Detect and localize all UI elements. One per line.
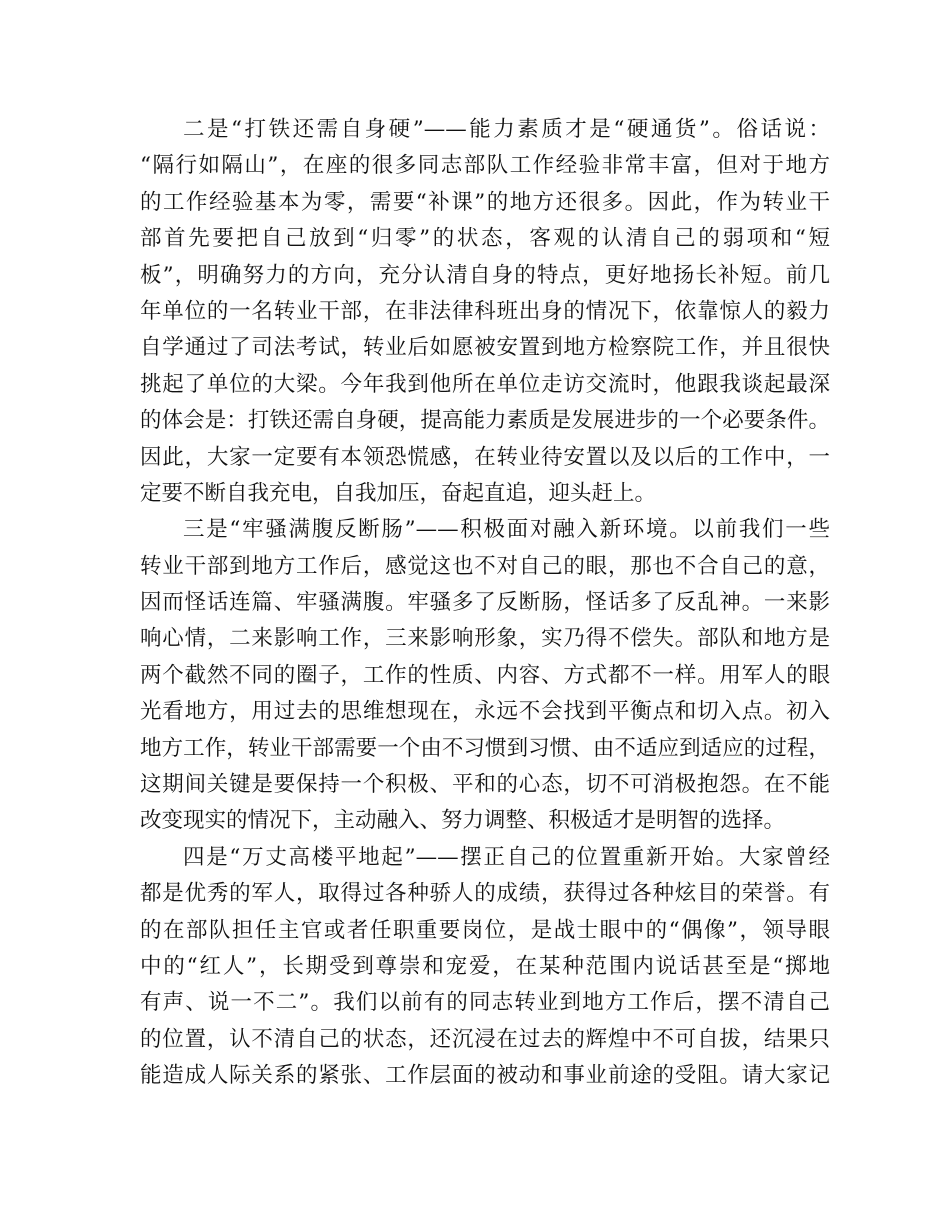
text-line: 挑起了单位的大梁。今年我到他所在单位走访交流时，他跟我谈起最深 [140,371,830,397]
text-line: 部首先要把自己放到“归零”的状态，客观的认清自己的弱项和“短 [140,226,830,252]
text-line: 两个截然不同的圈子，工作的性质、内容、方式都不一样。用军人的眼 [140,662,830,688]
text-line: 地方工作，转业干部需要一个由不习惯到习惯、由不适应到适应的过程， [140,735,830,761]
document-body [140,112,830,1095]
text-line: 转业干部到地方工作后，感觉这也不对自己的眼，那也不合自己的意， [140,553,830,579]
text-line: 定要不断自我充电，自我加压，奋起直追，迎头赶上。 [140,480,657,506]
text-line: 的体会是：打铁还需自身硬，提高能力素质是发展进步的一个必要条件。 [140,408,830,434]
text-line: 四是“万丈高楼平地起”——摆正自己的位置重新开始。大家曾经 [183,844,830,870]
text-line: 的工作经验基本为零，需要“补课”的地方还很多。因此，作为转业干 [140,189,830,215]
text-line: 因而怪话连篇、牢骚满腹。牢骚多了反断肠，怪话多了反乱神。一来影 [140,590,830,616]
text-line: 二是“打铁还需自身硬”——能力素质才是“硬通货”。俗话说： [183,117,830,142]
text-line: 中的“红人”，长期受到尊崇和宠爱，在某种范围内说话甚至是“掷地 [140,953,830,979]
text-line: 光看地方，用过去的思维想现在，永远不会找到平衡点和切入点。初入 [140,699,830,725]
text-line: 板”，明确努力的方向，充分认清自身的特点，更好地扬长补短。前几 [140,262,830,288]
text-line: 这期间关键是要保持一个积极、平和的心态，切不可消极抱怨。在不能 [140,772,830,798]
text-line: “隔行如隔山”，在座的很多同志部队工作经验非常丰富，但对于地方 [140,153,830,179]
text-line: 有声、说一不二”。我们以前有的同志转业到地方工作后，摆不清自己 [140,990,830,1016]
text-line: 都是优秀的军人，取得过各种骄人的成绩，获得过各种炫目的荣誉。有 [140,881,830,907]
text-line: 三是“牢骚满腹反断肠”——积极面对融入新环境。以前我们一些 [183,517,830,543]
text-line: 因此，大家一定要有本领恐慌感，在转业待安置以及以后的工作中，一 [140,444,830,470]
text-line: 的在部队担任主官或者任职重要岗位，是战士眼中的“偶像”，领导眼 [140,917,830,943]
text-line: 改变现实的情况下，主动融入、努力调整、积极适才是明智的选择。 [140,808,786,834]
text-line: 的位置，认不清自己的状态，还沉浸在过去的辉煌中不可自拔，结果只 [140,1026,830,1052]
text-line: 响心情，二来影响工作，三来影响形象，实乃得不偿失。部队和地方是 [140,626,830,652]
text-line: 自学通过了司法考试，转业后如愿被安置到地方检察院工作，并且很快 [140,335,830,361]
text-line: 年单位的一名转业干部，在非法律科班出身的情况下，依靠惊人的毅力 [140,298,830,324]
text-line: 能造成人际关系的紧张、工作层面的被动和事业前途的受阻。请大家记 [140,1063,830,1089]
